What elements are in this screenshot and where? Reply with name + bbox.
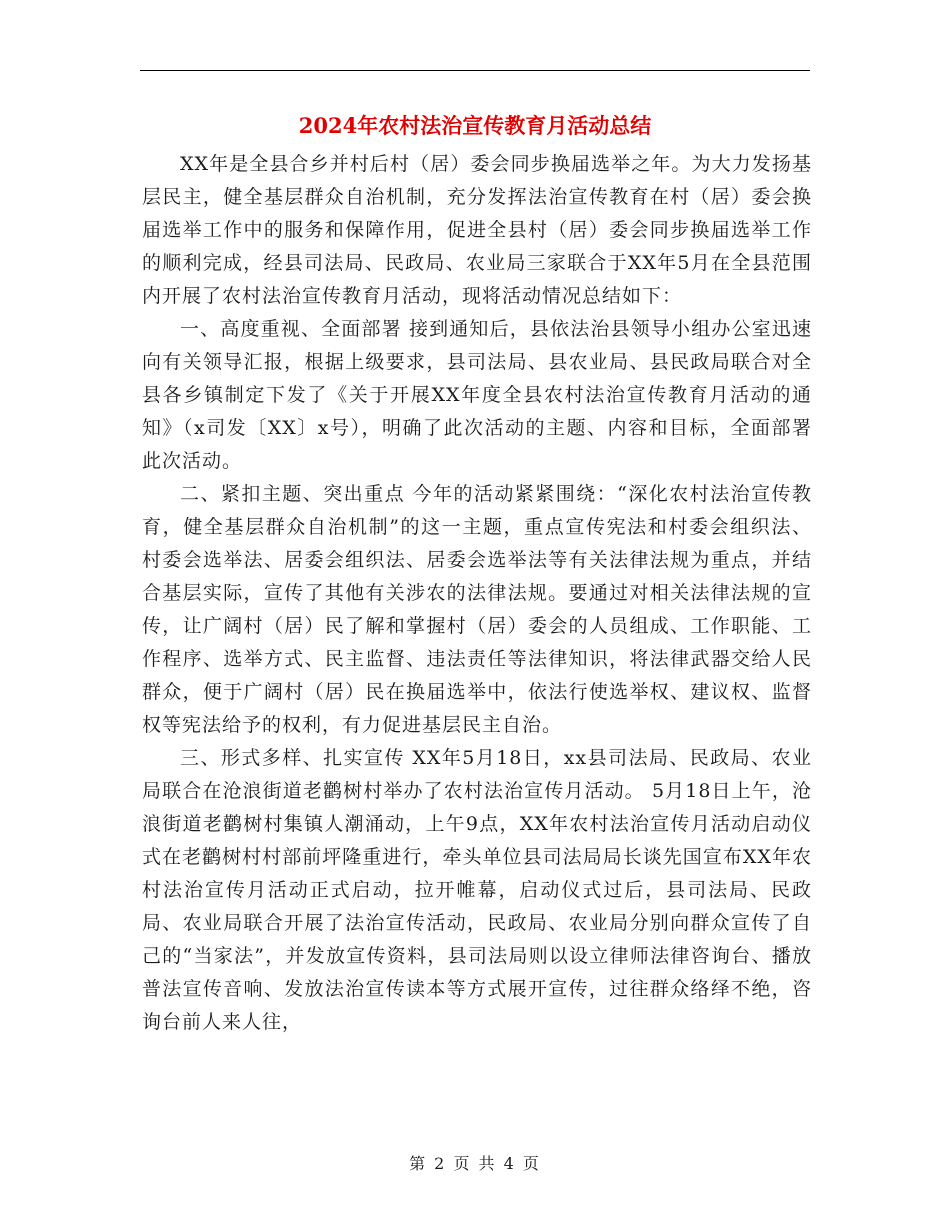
paragraph-section-3: 三、形式多样、扎实宣传 XX年5月18日，xx县司法局、民政局、农业局联合在沧浪街道老鹳树村举办了农村法治宣传月活动。 5月18日上午，沧浪街道老鹳树村集镇人潮涌动，上午9点，XX年农村法治宣传月活动启动仪式在老鹳树村村部前坪隆重进行，牵头单位县司法局局长谈先国宣布XX年农村法治宣传月活动正式启动，拉开帷幕，启动仪式过后，县司法局、民政局、农业局联合开展了法治宣传活动，民政局、农业局分别向群众宣传了自己的“当家法”，并发放宣传资料，县司法局则以设立律师法律咨询台、播放普法宣传音响、发放法治宣传读本等方式展开宣传，过往群众络绎不绝，咨询台前人来人往， <box>142 747 812 1033</box>
paragraph-intro: XX年是全县合乡并村后村（居）委会同步换届选举之年。为大力发扬基层民主，健全基层群众自治机制，充分发挥法治宣传教育在村（居）委会换届选举工作中的服务和保障作用，促进全县村（居）委会同步换届选举工作的顺利完成，经县司法局、民政局、农业局三家联合于XX年5月在全县范围内开展了农村法治宣传教育月活动，现将活动情况总结如下： <box>142 153 812 307</box>
document-title: 2024年农村法治宣传教育月活动总结 <box>298 113 652 138</box>
page-number-footer: 第 2 页 共 4 页 <box>409 1154 541 1173</box>
header-rule <box>140 70 810 71</box>
paragraph-section-2: 二、紧扣主题、突出重点 今年的活动紧紧围绕：“深化农村法治宣传教育，健全基层群众自治机制”的这一主题，重点宣传宪法和村委会组织法、村委会选举法、居委会组织法、居委会选举法等有关法律法规为重点，并结合基层实际，宣传了其他有关涉农的法律法规。要通过对相关法律法规的宣传，让广阔村（居）民了解和掌握村（居）委会的人员组成、工作职能、工作程序、选举方式、民主监督、违法责任等法律知识，将法律武器交给人民群众，便于广阔村（居）民在换届选举中，依法行使选举权、建议权、监督权等宪法给予的权利，有力促进基层民主自治。 <box>142 483 812 736</box>
paragraph-section-1: 一、高度重视、全面部署 接到通知后，县依法治县领导小组办公室迅速向有关领导汇报，根据上级要求，县司法局、县农业局、县民政局联合对全县各乡镇制定下发了《关于开展XX年度全县农村法治宣传教育月活动的通知》（x司发〔XX〕x号），明确了此次活动的主题、内容和目标，全面部署此次活动。 <box>142 318 812 472</box>
document-body <box>142 148 812 1039</box>
